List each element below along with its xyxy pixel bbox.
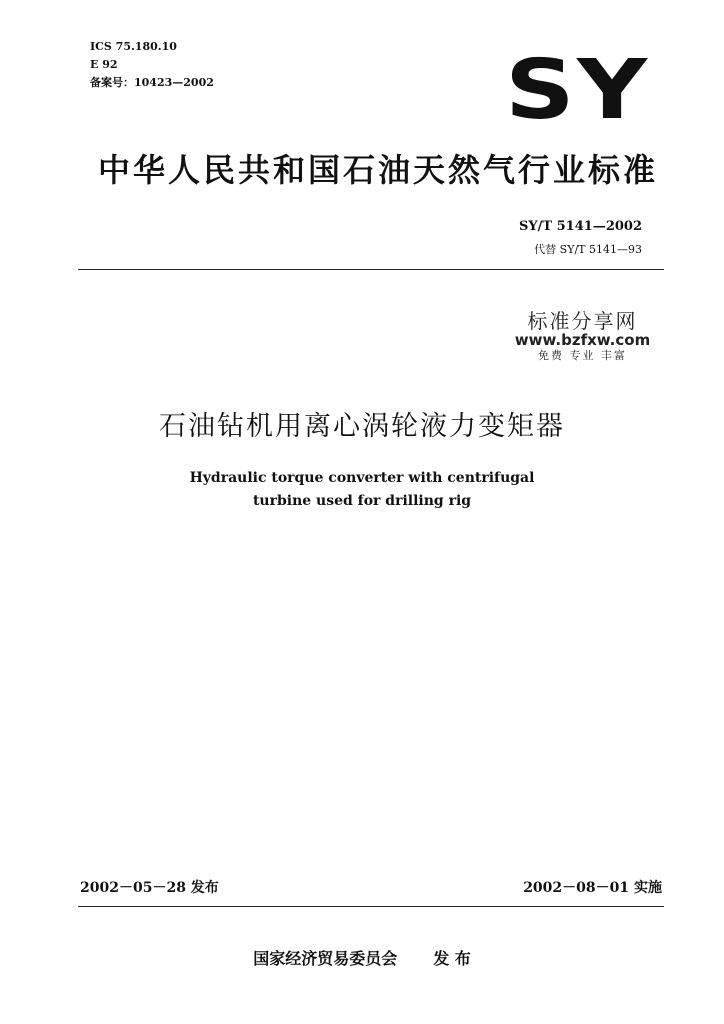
standard-code: SY/T 5141—2002	[519, 219, 642, 234]
sy-logo: SY	[505, 43, 650, 138]
watermark-stamp	[510, 310, 655, 362]
watermark-name: 标准分享网	[527, 309, 638, 333]
document-title-cn: 石油钻机用离心涡轮液力变矩器	[159, 411, 565, 442]
document-title-en-line2: turbine used for drilling rig	[252, 493, 472, 509]
issuer-action: 发 布	[433, 949, 471, 968]
issuer-line	[0, 946, 724, 969]
document-title-en-line1: Hydraulic torque converter with centrifugal	[189, 470, 535, 486]
watermark-url: www.bzfxw.com	[514, 331, 651, 349]
record-number: 备案号：10423—2002	[90, 76, 214, 89]
ccs-code: E 92	[90, 58, 118, 71]
issuer-name: 国家经济贸易委员会	[253, 949, 398, 968]
replaces-standard: 代替 SY/T 5141—93	[534, 243, 642, 256]
effective-date: 2002－08－01 实施	[523, 880, 662, 896]
ics-code: ICS 75.180.10	[90, 40, 177, 53]
footer-divider	[78, 906, 664, 907]
watermark-slogan: 免费 专业 丰富	[538, 349, 627, 362]
standard-category-title: 中华人民共和国石油天然气行业标准	[98, 151, 659, 189]
issue-date: 2002－05－28 发布	[80, 880, 219, 896]
header-divider	[78, 269, 664, 270]
